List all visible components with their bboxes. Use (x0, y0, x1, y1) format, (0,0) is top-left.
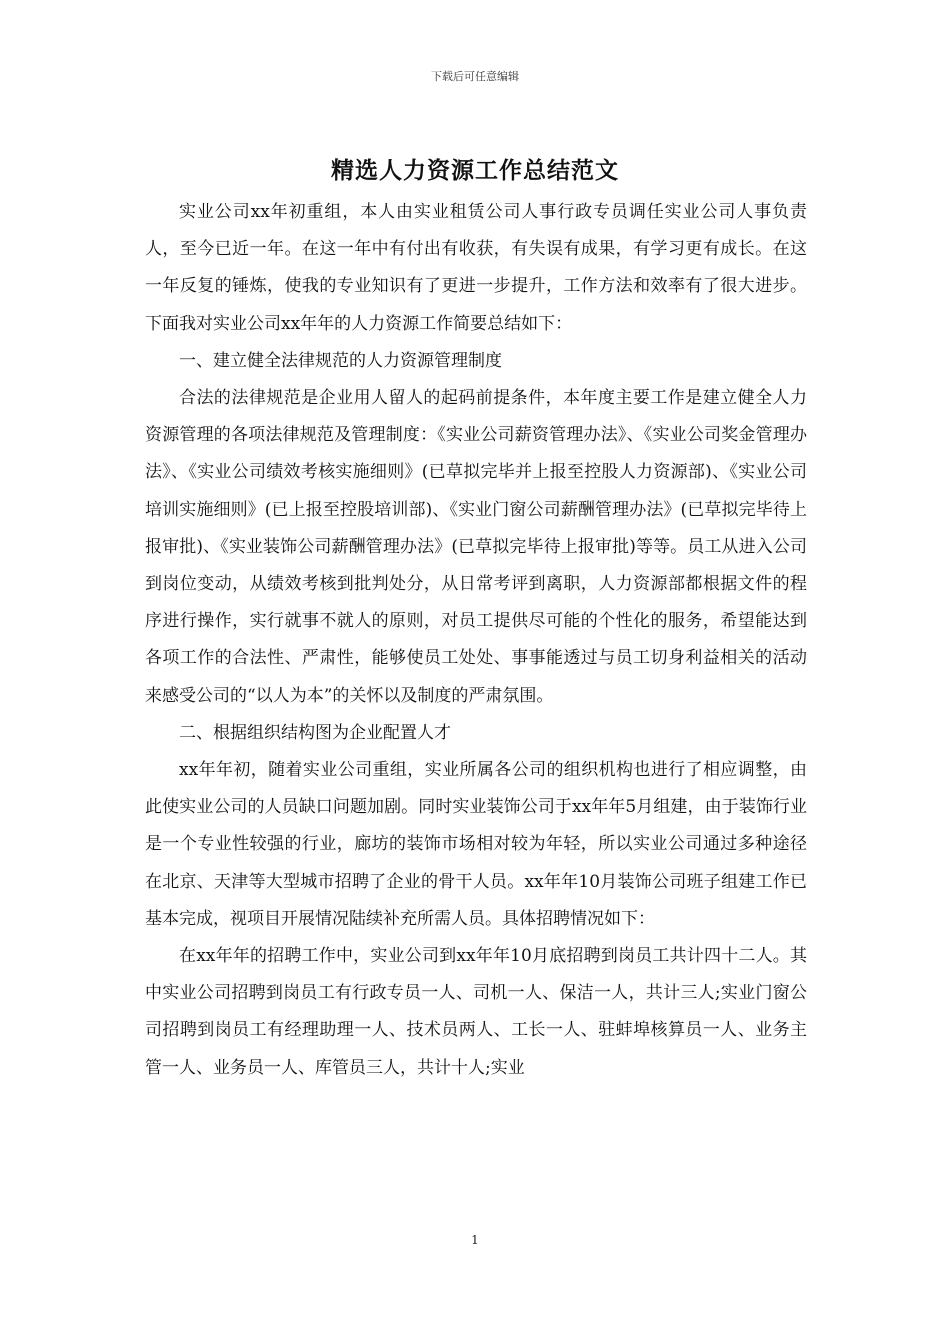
paragraph-org-structure: xx年年初，随着实业公司重组，实业所属各公司的组织机构也进行了相应调整，由此使实业公司的人员缺口问题加剧。同时实业装饰公司于xx年年5月组建，由于装饰行业是一个专业性较强的行业，廊坊的装饰市场相对较为年轻，所以实业公司通过多种途径在北京、天津等大型城市招聘了企业的骨干人员。xx年年10月装饰公司班子组建工作已基本完成，视项目开展情况陆续补充所需人员。具体招聘情况如下： (145, 760, 807, 929)
paragraph-recruitment: 在xx年年的招聘工作中，实业公司到xx年年10月底招聘到岗员工共计四十二人。其中实业公司招聘到岗员工有行政专员一人、司机一人、保洁一人，共计三人;实业门窗公司招聘到岗员工有经理助理一人、技术员两人、工长一人、驻蚌埠核算员一人、业务主管一人、业务员一人、库管员三人，共计十人;实业 (145, 946, 807, 1078)
document-title: 精选人力资源工作总结范文 (331, 157, 619, 184)
paragraph-legal-system: 合法的法律规范是企业用人留人的起码前提条件，本年度主要工作是建立健全人力资源管理的各项法律规范及管理制度：《实业公司薪资管理办法》、《实业公司奖金管理办法》、《实业公司绩效考核实施细则》(已草拟完毕并上报至控股人力资源部)、《实业公司培训实施细则》(已上报至控股培训部)、《实业门窗公司薪酬管理办法》(已草拟完毕待上报审批)、《实业装饰公司薪酬管理办法》(已草拟完毕待上报审批)等等。员工从进入公司到岗位变动，从绩效考核到批判处分，从日常考评到离职，人力资源部都根据文件的程序进行操作，实行就事不就人的原则，对员工提供尽可能的个性化的服务，希望能达到各项工作的合法性、严肃性，能够使员工处处、事事能透过与员工切身利益相关的活动来感受公司的“以人为本”的关怀以及制度的严肃氛围。 (145, 388, 807, 706)
page-number: 1 (471, 1233, 479, 1247)
section-heading-2: 二、根据组织结构图为企业配置人才 (179, 722, 451, 743)
paragraph-intro: 实业公司xx年初重组，本人由实业租赁公司人事行政专员调任实业公司人事负责人，至今已近一年。在这一年中有付出有收获，有失误有成果，有学习更有成长。在这一年反复的锤炼，使我的专业知识有了更进一步提升，工作方法和效率有了很大进步。下面我对实业公司xx年年的人力资源工作简要总结如下： (145, 202, 807, 334)
header-note: 下载后可任意编辑 (431, 70, 519, 83)
document-body (145, 194, 807, 1087)
section-heading-1: 一、建立健全法律规范的人力资源管理制度 (179, 350, 502, 371)
